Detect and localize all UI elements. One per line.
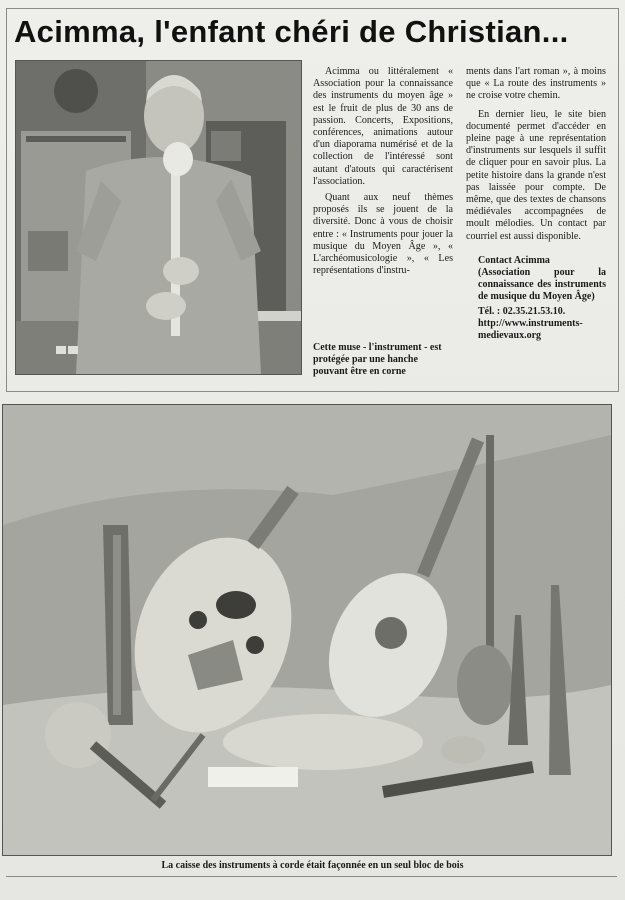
paragraph: En dernier lieu, le site bien documenté permet d'accéder en pleine page à une représentation d'instruments sur lesquels il suffit de cliquer pour en savoir plus. La petite histoire dans la grande n'est pas laissée pour compte. De même, que des textes de chansons médiévales accompagnées de moult mélodies. Un contact par courriel est aussi disponible. [466,108,606,242]
contact-phone: Tél. : 02.35.21.53.10. [478,305,566,317]
contact-title: Contact Acimma [478,254,550,266]
contact-website: http://www.instruments-medievaux.org [478,317,583,341]
paragraph: ments dans l'art roman », à moins que « La route des instruments » ne croise votre chemin. [466,66,606,102]
article-column-1 [313,66,453,277]
paragraph: Acimma ou littéralement « Association pour la connaissance des instruments du moyen âge » est le fruit de plus de 30 ans de passion. Concerts, Expositions, conférences, animations autour d'un diaporama numérisé et de la collection de l'intéressé sont autant d'atouts qui caractérisent l'association. [313,66,453,187]
article-column-2 [466,66,606,342]
divider [6,876,617,877]
photo-man-playing-shawm [15,60,302,375]
photo-medieval-instruments [2,404,612,856]
contact-organization: (Association pour la connaissance des instruments de musique du Moyen Âge) [478,266,606,302]
photo-caption: La caisse des instruments à corde était façonnée en un seul bloc de bois [161,860,464,871]
contact-block [466,255,606,342]
photo-caption: Cette muse - l'instrument - est protégée par une hanche pouvant être en corne [313,342,442,377]
paragraph: Quant aux neuf thèmes proposés ils se jouent de la diversité. Donc à vous de choisir entre : « Instruments pour jouer la musique du Moyen Âge », « L'archéomusicologie », « Les représentations d'instru- [313,192,453,277]
headline: Acimma, l'enfant chéri de Christian... [14,14,569,49]
